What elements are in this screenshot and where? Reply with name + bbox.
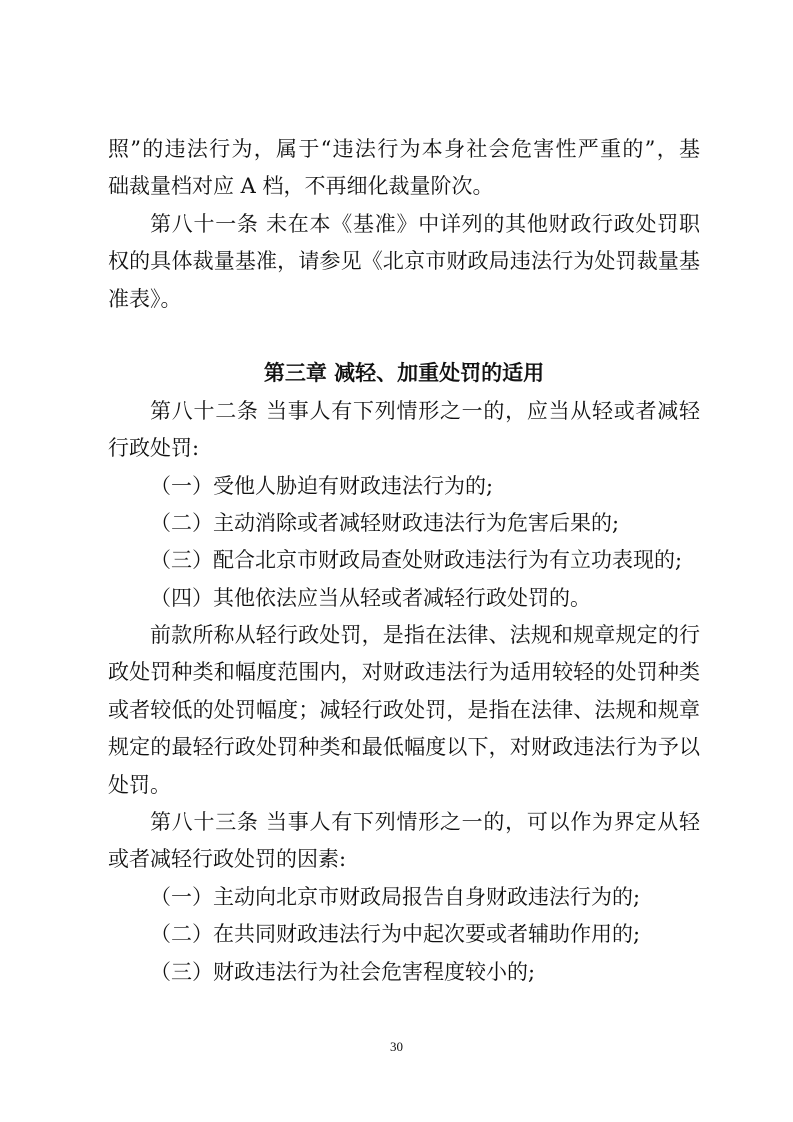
list-item: （二）在共同财政违法行为中起次要或者辅助作用的; bbox=[150, 922, 641, 947]
list-item: （三）配合北京市财政局查处财政违法行为有立功表现的; bbox=[150, 548, 683, 573]
continuation-paragraph bbox=[108, 131, 700, 206]
article-83-paragraph bbox=[108, 804, 700, 991]
paragraph-line: 处罚。 bbox=[108, 772, 171, 797]
paragraph-line: 或者减轻行政处罚的因素: bbox=[108, 847, 347, 872]
article-81-paragraph bbox=[108, 206, 700, 318]
page-number: 30 bbox=[390, 1039, 403, 1054]
paragraph-line: 第八十一条 未在本《基准》中详列的其他财政行政处罚职 bbox=[150, 211, 700, 236]
blank-line bbox=[108, 318, 700, 355]
chapter-heading: 第三章 减轻、加重处罚的适用 bbox=[263, 361, 545, 386]
paragraph-line: 第八十三条 当事人有下列情形之一的，可以作为界定从轻 bbox=[150, 810, 700, 835]
document-body bbox=[108, 131, 700, 991]
paragraph-line: 照”的违法行为，属于“违法行为本身社会危害性严重的”，基 bbox=[108, 137, 700, 161]
article-82-paragraph bbox=[108, 393, 700, 617]
list-item: （一）受他人胁迫有财政违法行为的; bbox=[150, 473, 494, 498]
paragraph-line: 权的具体裁量基准，请参见《北京市财政局违法行为处罚裁量基 bbox=[108, 249, 700, 274]
list-item: （四）其他依法应当从轻或者减轻行政处罚的。 bbox=[150, 585, 591, 610]
list-item: （三）财政违法行为社会危害程度较小的; bbox=[150, 959, 536, 984]
paragraph-line: 前款所称从轻行政处罚，是指在法律、法规和规章规定的行 bbox=[150, 623, 700, 648]
paragraph-line: 或者较低的处罚幅度；减轻行政处罚，是指在法律、法规和规章 bbox=[108, 697, 700, 722]
paragraph-line: 规定的最轻行政处罚种类和最低幅度以下，对财政违法行为予以 bbox=[108, 735, 700, 760]
paragraph-line: 行政处罚: bbox=[108, 436, 200, 461]
definition-paragraph bbox=[108, 617, 700, 804]
paragraph-line: 础裁量档对应 A 档，不再细化裁量阶次。 bbox=[108, 174, 494, 199]
list-item: （二）主动消除或者减轻财政违法行为危害后果的; bbox=[150, 510, 620, 535]
paragraph-line: 第八十二条 当事人有下列情形之一的，应当从轻或者减轻 bbox=[150, 398, 700, 423]
list-item: （一）主动向北京市财政局报告自身财政违法行为的; bbox=[150, 884, 641, 909]
paragraph-line: 政处罚种类和幅度范围内，对财政违法行为适用较轻的处罚种类 bbox=[108, 660, 700, 685]
paragraph-line: 准表》。 bbox=[108, 286, 182, 311]
